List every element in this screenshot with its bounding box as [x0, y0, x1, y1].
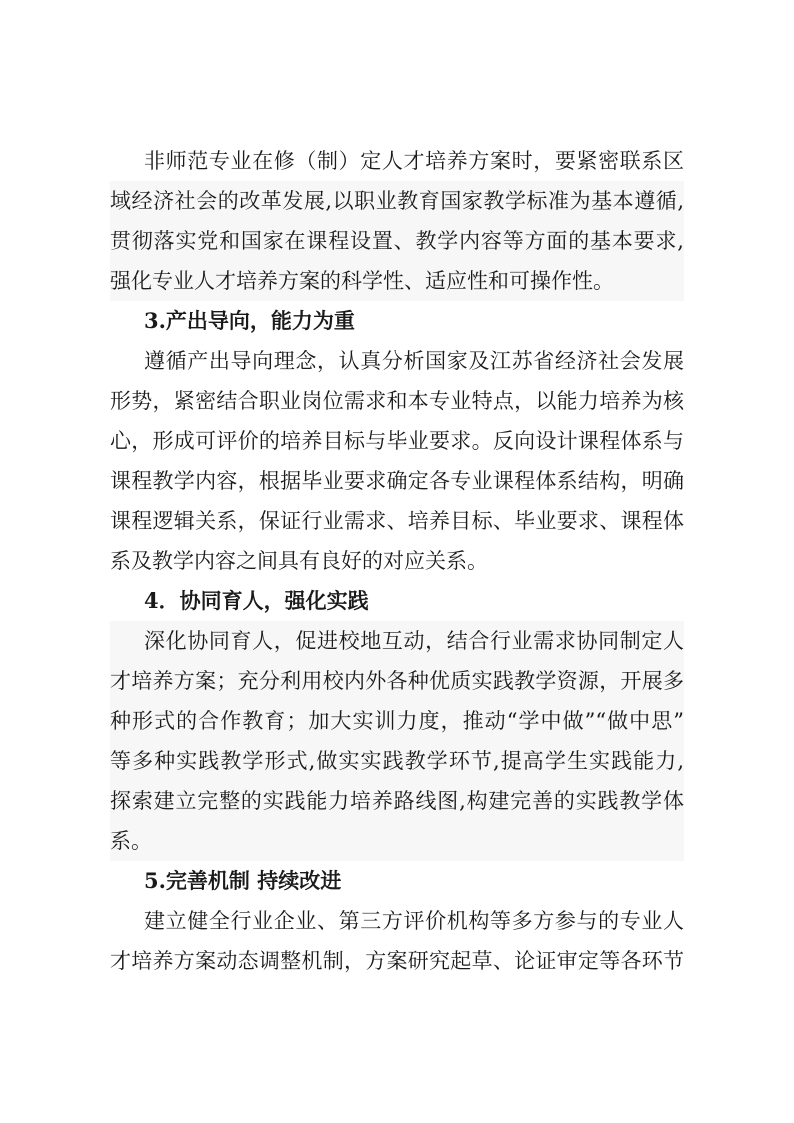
text-line: 才培养方案；充分利用校内外各种优质实践教学资源，开展多 — [110, 661, 684, 701]
text-line: 种形式的合作教育；加大实训力度，推动“学中做”“做中思” — [110, 701, 684, 741]
text-line: 建立健全行业企业、第三方评价机构等多方参与的专业人 — [144, 909, 684, 933]
text-line: 遵循产出导向理念，认真分析国家及江苏省经济社会发展 — [144, 349, 684, 373]
section-heading-5: 5.完善机制 持续改进 — [144, 868, 342, 893]
text-line: 系。 — [110, 821, 684, 861]
text-line: 等多种实践教学形式,做实实践教学环节,提高学生实践能力, — [110, 741, 684, 781]
section-heading-4: 4．协同育人，强化实践 — [144, 588, 369, 613]
section-heading-3: 3.产出导向，能力为重 — [144, 308, 355, 333]
paragraph-output-oriented — [110, 341, 684, 581]
paragraph-collaborative-education — [110, 621, 684, 861]
text-line: 心，形成可评价的培养目标与毕业要求。反向设计课程体系与 — [110, 429, 684, 453]
text-line: 课程教学内容，根据毕业要求确定各专业课程体系结构，明确 — [110, 469, 684, 493]
document-body — [110, 141, 684, 981]
text-line: 贯彻落实党和国家在课程设置、教学内容等方面的基本要求, — [110, 221, 684, 261]
text-line: 才培养方案动态调整机制，方案研究起草、论证审定等各环节 — [110, 949, 684, 973]
text-line: 域经济社会的改革发展,以职业教育国家教学标准为基本遵循, — [110, 181, 684, 221]
text-line: 探索建立完整的实践能力培养路线图,构建完善的实践教学体 — [110, 781, 684, 821]
text-line: 系及教学内容之间具有良好的对应关系。 — [110, 549, 488, 573]
text-line: 课程逻辑关系，保证行业需求、培养目标、毕业要求、课程体 — [110, 509, 684, 533]
text-line: 深化协同育人，促进校地互动，结合行业需求协同制定人 — [110, 621, 684, 661]
paragraph-curriculum-requirements — [110, 141, 684, 301]
text-line: 形势，紧密结合职业岗位需求和本专业特点，以能力培养为核 — [110, 389, 684, 413]
text-line: 强化专业人才培养方案的科学性、适应性和可操作性。 — [110, 261, 684, 301]
text-line: 非师范专业在修（制）定人才培养方案时，要紧密联系区 — [144, 149, 684, 173]
paragraph-improvement-mechanism — [110, 901, 684, 981]
